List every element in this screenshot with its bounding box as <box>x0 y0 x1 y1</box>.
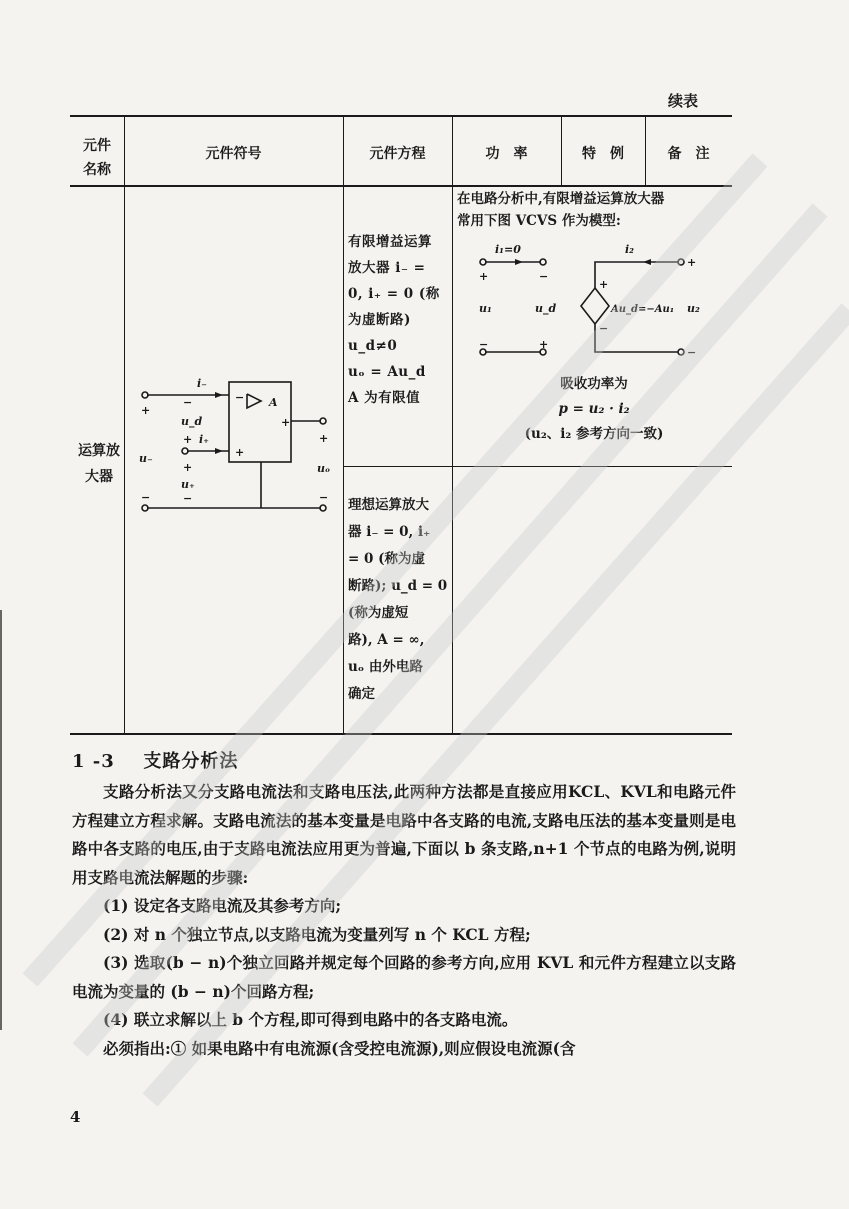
eq-line: 为虚断路) <box>348 312 411 328</box>
remark-text <box>457 188 731 232</box>
source-label: Au_d=−Au₁ <box>611 304 675 315</box>
svg-text:−: − <box>183 492 193 505</box>
i-plus-label: i₊ <box>199 433 209 446</box>
svg-text:+: + <box>687 256 697 269</box>
u-minus-label: u₋ <box>139 452 153 465</box>
i1-label: i₁=0 <box>495 243 521 256</box>
ud-label: u_d <box>181 415 203 428</box>
svg-text:+: + <box>183 461 193 474</box>
vcvs-model-diagram <box>455 238 730 363</box>
svg-text:+: + <box>281 416 291 429</box>
eq-line: 放大器 i₋ = <box>348 260 426 276</box>
svg-text:−: − <box>479 338 489 351</box>
ud-vcvs-label: u_d <box>535 302 557 315</box>
ideal-line: 路), A = ∞, <box>348 632 425 648</box>
col-divider-2 <box>343 115 344 735</box>
power-title: 吸收功率为 <box>560 376 628 392</box>
eq-line: 有限增益运算 <box>348 234 432 250</box>
svg-text:+: + <box>319 432 329 445</box>
row-name-line1: 运算放 <box>78 443 120 459</box>
op-amp-triangle <box>247 394 261 408</box>
step-3: (3) 选取(b − n)个独立回路并规定每个回路的参考方向,应用 KVL 和元件方程建立以支路电流为变量的 (b − n)个回路方程; <box>72 953 736 1001</box>
header-element-equation: 元件方程 <box>369 146 426 162</box>
table-header-rule <box>70 185 732 187</box>
eq-line: 0, i₊ = 0 (称 <box>348 286 440 302</box>
svg-text:+: + <box>141 404 151 417</box>
body-text <box>72 778 736 1063</box>
i-minus-label: i₋ <box>197 377 207 390</box>
page-number: 4 <box>70 1108 81 1126</box>
table-top-rule <box>70 115 732 117</box>
svg-text:−: − <box>599 322 609 335</box>
ideal-op-amp-equations <box>348 492 450 708</box>
svg-text:−: − <box>687 346 697 359</box>
svg-text:−: − <box>141 491 151 504</box>
svg-text:+: + <box>235 446 245 459</box>
ideal-line: 器 i₋ = 0, i₊ <box>348 524 431 540</box>
svg-text:−: − <box>539 270 549 283</box>
ideal-line: 确定 <box>348 686 375 702</box>
eq-line: u_d≠0 <box>348 338 398 354</box>
ideal-line: = 0 (称为虚 <box>348 551 425 567</box>
table-mid-rule <box>343 466 732 467</box>
continued-table-label: 续表 <box>668 92 699 110</box>
step-1: (1) 设定各支路电流及其参考方向; <box>103 896 342 915</box>
ideal-line: 断路); u_d = 0 <box>348 578 448 594</box>
header-element-name <box>72 134 122 182</box>
step-2: (2) 对 n 个独立节点,以支路电流为变量列写 n 个 KCL 方程; <box>103 924 531 944</box>
svg-text:−: − <box>235 391 245 404</box>
power-note: (u₂、i₂ 参考方向一致) <box>524 426 664 442</box>
section-number: 1 -3 <box>72 751 115 772</box>
finite-gain-equations <box>348 229 450 411</box>
gain-label: A <box>269 396 278 409</box>
header-element-symbol: 元件符号 <box>205 146 262 162</box>
remark-line1: 在电路分析中,有限增益运算放大器 <box>457 191 665 207</box>
section-heading <box>72 747 238 773</box>
svg-text:−: − <box>183 396 193 409</box>
table-bottom-rule <box>70 733 732 735</box>
section-title: 支路分析法 <box>143 751 239 772</box>
controlled-source-diamond <box>581 288 609 324</box>
svg-text:+: + <box>539 338 549 351</box>
row-name-line2: 大器 <box>85 469 113 485</box>
power-formula: p = u₂ · i₂ <box>558 401 630 417</box>
svg-text:+: + <box>479 270 489 283</box>
op-amp-symbol-diagram <box>125 370 343 520</box>
power-section <box>457 372 731 447</box>
header-element-name-line1: 元件 <box>83 138 111 154</box>
col-divider-3 <box>452 115 453 735</box>
remark-line2: 常用下图 VCVS 作为模型: <box>457 213 621 229</box>
row-name-op-amp <box>74 438 124 490</box>
ideal-line: 理想运算放大 <box>348 497 429 513</box>
header-special-case: 特 例 <box>582 146 624 162</box>
ideal-line: uₒ 由外电路 <box>348 659 423 675</box>
uo-label: uₒ <box>317 462 331 475</box>
u1-label: u₁ <box>479 302 492 315</box>
step-4: (4) 联立求解以上 b 个方程,即可得到电路中的各支路电流。 <box>103 1010 518 1029</box>
header-power: 功 率 <box>485 146 528 162</box>
ideal-line: (称为虚短 <box>348 605 409 621</box>
paragraph-note: 必须指出:① 如果电路中有电流源(含受控电流源),则应假设电流源(含 <box>103 1038 576 1058</box>
i2-label: i₂ <box>625 243 634 256</box>
eq-line: A 为有限值 <box>348 390 421 406</box>
svg-text:+: + <box>183 433 193 446</box>
u-plus-label: u₊ <box>181 478 195 491</box>
header-element-name-line2: 名称 <box>83 162 111 178</box>
header-remarks: 备 注 <box>667 146 710 162</box>
page-edge-shadow <box>0 610 2 1030</box>
paragraph-intro: 支路分析法又分支路电流法和支路电压法,此两种方法都是直接应用KCL、KVL和电路元件方程建立方程求解。支路电流法的基本变量是电路中各支路的电流,支路电压法的基本变量则是电路中各支路的电压,由于支路电流法应用更为普遍,下面以 b 条支路,n+1 个节点的电路为例,说明用支路电流法解题的步骤: <box>72 782 736 887</box>
u2-label: u₂ <box>687 302 700 315</box>
eq-line: uₒ = Au_d <box>348 364 426 380</box>
svg-text:−: − <box>319 491 329 504</box>
svg-text:+: + <box>599 278 609 291</box>
